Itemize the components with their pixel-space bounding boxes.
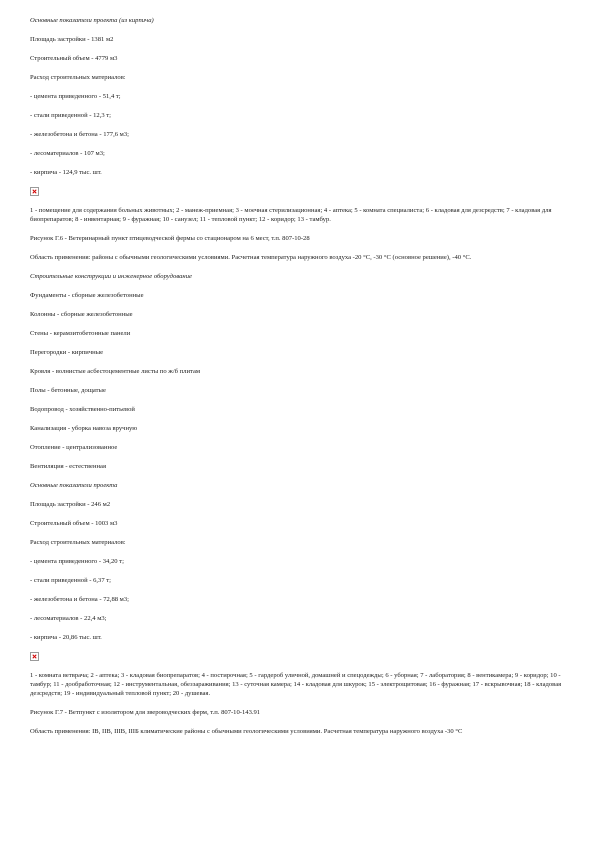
section-heading: Основные показатели проекта (из кирпича) — [30, 17, 154, 24]
text-line: - цемента приведенного - 34,20 т; — [30, 558, 124, 565]
text-line: - лесоматериалов - 107 м3; — [30, 150, 105, 157]
text-line: Расход строительных материалов: — [30, 74, 126, 81]
text-line: - кирпича - 124,9 тыс. шт. — [30, 169, 102, 176]
text-line: Фундаменты - сборные железобетонные — [30, 292, 144, 299]
paragraph: 1 - помещение для содержания больных животных; 2 - манеж-приемная; 3 - моечная стерилизационная; 4 - аптека; 5 - комната специалиста; 6 - кладовая для дезсредств; 7 - кладовая для биопрепаратов; 8 - инвентарная; 9 - фуражная; 10 - санузел; 11 - тепловой пункт; 12 - коридор; 13 - тамбур. — [30, 207, 552, 223]
paragraph: Область применения: IВ, IIВ, IIIВ, IIIБ климатические районы с обычными геологическими условиями. Расчетная температура наружного воздуха -30 °С — [30, 728, 463, 735]
text-line: Отопление - централизованное — [30, 444, 118, 451]
text-line: - цемента приведенного - 51,4 т; — [30, 93, 121, 100]
text-line: Канализация - уборка навоза вручную — [30, 425, 138, 432]
text-line: - железобетона и бетона - 72,88 м3; — [30, 596, 129, 603]
text-line: Полы - бетонные, дощатые — [30, 387, 106, 394]
text-line: Кровля - волнистые асбестоцементные листы по ж/б плитам — [30, 368, 201, 375]
text-line: - стали приведенной - 6,37 т; — [30, 577, 112, 584]
text-line: Колонны - сборные железобетонные — [30, 311, 133, 318]
text-line: Рисунок Г.7 - Ветпункт с изолятором для звероводческих ферм, т.п. 807-10-143.91 — [30, 709, 261, 716]
text-line: Перегородки - кирпичные — [30, 349, 104, 356]
text-line: Площадь застройки - 1381 м2 — [30, 36, 114, 43]
text-line: Площадь застройки - 246 м2 — [30, 501, 111, 508]
text-line: - стали приведенной - 12,3 т; — [30, 112, 112, 119]
text-line: Стены - керамзитобетонные панели — [30, 330, 131, 337]
text-line: Расход строительных материалов: — [30, 539, 126, 546]
text-line: Вентиляция - естественная — [30, 463, 106, 470]
text-line: Рисунок Г.6 - Ветеринарный пункт птицеводческой фермы со стационаром на 6 мест, т.п. 807-10-28 — [30, 235, 310, 242]
section-heading: Строительные конструкции и инженерное оборудование — [30, 273, 192, 280]
text-line: - кирпича - 20,86 тыс. шт. — [30, 634, 102, 641]
text-line: Строительный объем - 4779 м3 — [30, 55, 118, 62]
text-line: Строительный объем - 1003 м3 — [30, 520, 118, 527]
text-line: - лесоматериалов - 22,4 м3; — [30, 615, 107, 622]
broken-image-icon — [30, 652, 39, 661]
section-heading: Основные показатели проекта — [30, 482, 118, 489]
document-page — [30, 16, 570, 746]
broken-image-icon — [30, 187, 39, 196]
paragraph: 1 - комната ветврача; 2 - аптека; 3 - кладовая биопрепаратов; 4 - постирочная; 5 - гардероб уличной, домашней и спецодежды; 6 - уборная; 7 - лаборатория; 8 - вентикамера; 9 - коридор; 10 - тамбур; 11 - дообработочная; 12 - инструментальная, обеззараживания; 13 - суточная камера; 14 - кладовая для шкурок; 15 - электрощитовая; 16 - фуражная; 17 - вскрывочная; 18 - кладовая дезсредств; 19 - индивидуальный тепловой пункт; 20 - душевая. — [30, 672, 562, 697]
text-line: - железобетона и бетона - 177,6 м3; — [30, 131, 129, 138]
text-line: Водопровод - хозяйственно-питьевой — [30, 406, 135, 413]
paragraph: Область применения: районы с обычными геологическими условиями. Расчетная температура наружного воздуха -20 °С, -30 °С (основное решение), -40 °С. — [30, 254, 472, 261]
